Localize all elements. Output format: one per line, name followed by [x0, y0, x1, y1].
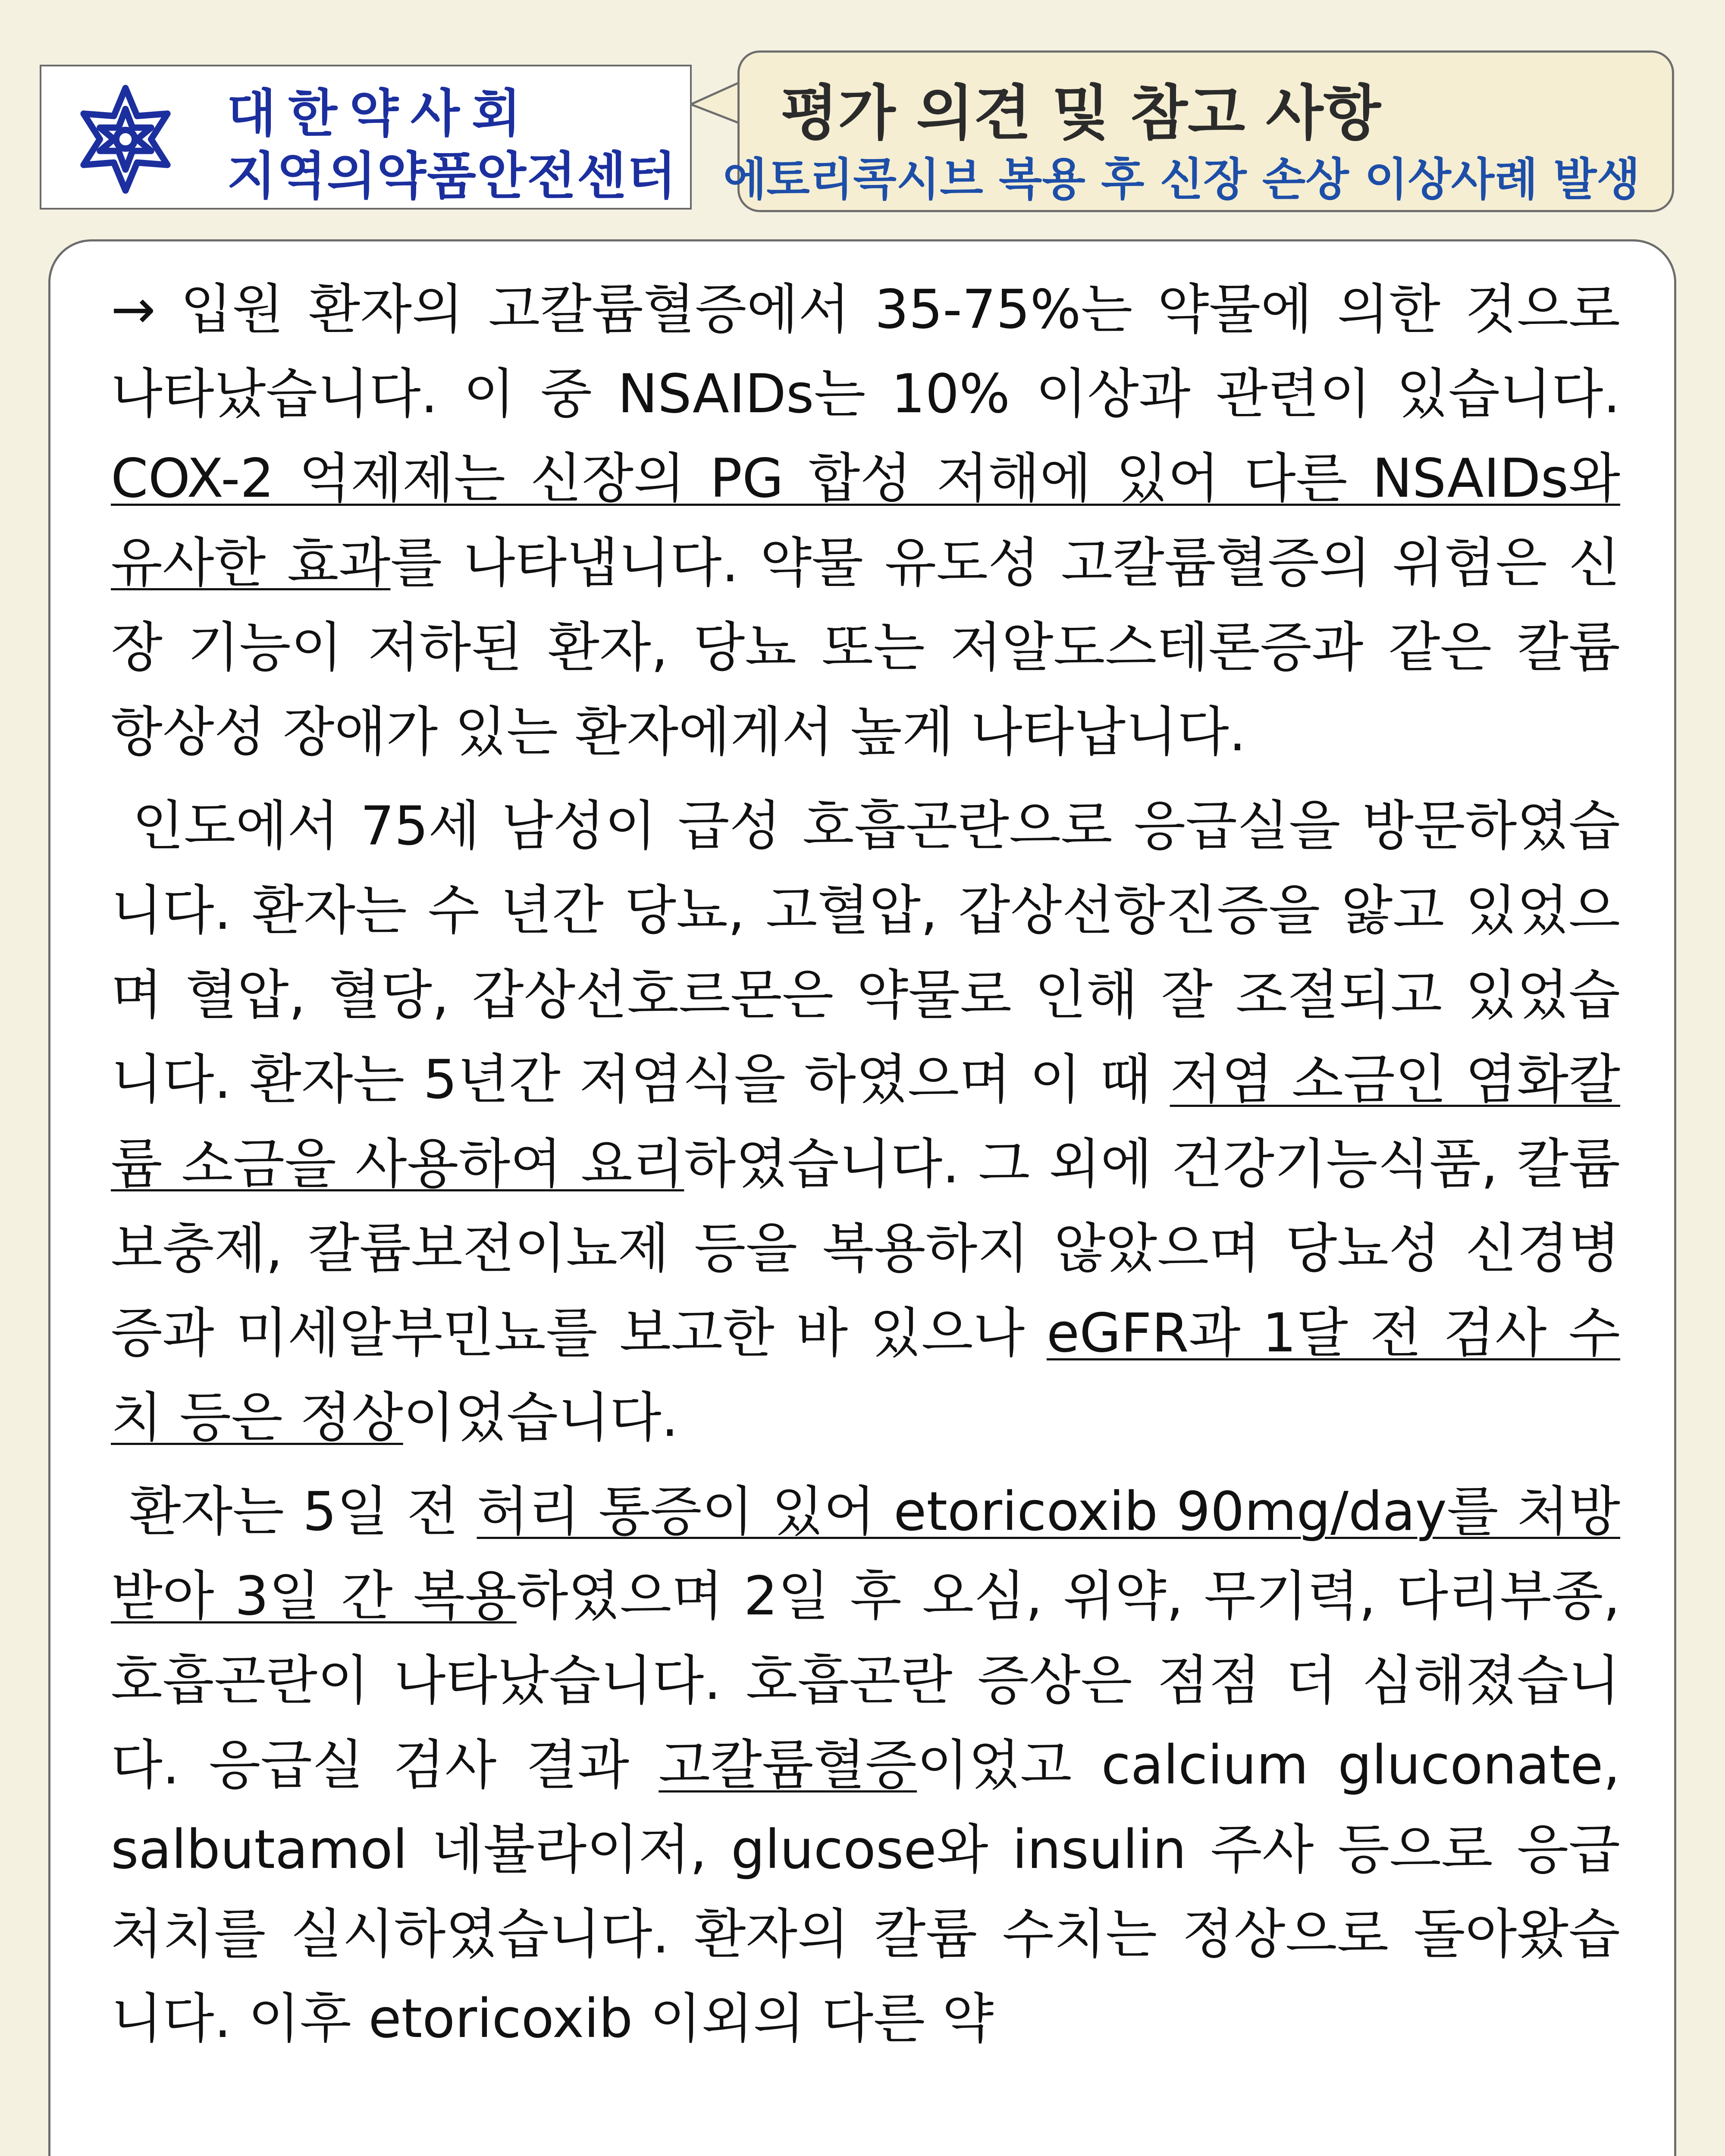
- text-segment: 하였습니다. 그 외에 건강기능식품, 칼륨 보충제, 칼륨보전이뇨제 등을 복용하지 않았으며 당뇨성 신경병증과 미세알부민뇨를 보고한 바 있으나: [111, 1133, 1621, 1364]
- logo-box: [40, 65, 692, 210]
- bubble-tail: [690, 77, 744, 128]
- text-segment: 이었습니다.: [403, 1387, 679, 1449]
- page-subtitle: 에토리콕시브 복용 후 신장 손상 이상사례 발생: [723, 153, 1640, 206]
- text-segment: 를 나타냅니다. 약물 유도성 고칼륨혈증의 위험은 신장 기능이 저하된 환자, 당뇨 또는 저알도스테론증과 같은 칼륨 항상성 장애가 있는 환자에게서 높게 나타납니다.: [111, 532, 1620, 763]
- underlined-text: COX-2 억제제는 신장의 PG 합성 저해에 있어 다른 NSAIDs와 유사한 효과: [111, 448, 1620, 594]
- text-segment: 이었고 calcium gluconate, salbutamol 네뷸라이저, glucose와 insulin 주사 등으로 응급 처치를 실시하였습니다. 환자의 칼륨 수치는 정상으로 돌아왔습니다. 이후 etoricoxib 이외의 다른 약: [111, 1734, 1620, 2050]
- content-body: [111, 267, 1620, 2061]
- text-segment: → 입원 환자의 고칼륨혈증에서 35-75%는 약물에 의한 것으로 나타났습니다. 이 중 NSAIDs는 10% 이상과 관련이 있습니다.: [111, 279, 1620, 425]
- text-segment: 하였으며 2일 후 오심, 위약, 무기력, 다리부종, 호흡곤란이 나타났습니다. 호흡곤란 증상은 점점 더 심해졌습니다. 응급실 검사 결과: [111, 1565, 1620, 1796]
- page-title: 평가 의견 및 참고 사항: [781, 78, 1381, 148]
- underlined-text: 고칼륨혈증: [659, 1734, 917, 1796]
- underlined-text: eGFR과 1달 전 검사 수치 등은 정상: [111, 1302, 1620, 1449]
- paragraph-2: [111, 784, 1620, 1460]
- underlined-text: 허리 통증이 있어 etoricoxib 90mg/day를 처방받아 3일 간 복용: [111, 1481, 1621, 1627]
- paragraph-1: [111, 267, 1620, 774]
- pharmacy-association-logo-icon: [67, 81, 184, 197]
- paragraph-3: [111, 1470, 1620, 2061]
- content-panel: [48, 239, 1676, 2156]
- logo-title: 대한약사회: [227, 84, 533, 143]
- logo-text: [227, 85, 677, 206]
- underlined-text: 저염 소금인 염화칼륨 소금을 사용하여 요리: [111, 1049, 1620, 1195]
- title-bubble: [723, 50, 1674, 212]
- text-segment: 환자는 5일 전: [129, 1481, 477, 1543]
- logo-subtitle: 지역의약품안전센터: [227, 146, 677, 206]
- text-segment: 인도에서 75세 남성이 급성 호흡곤란으로 응급실을 방문하였습니다. 환자는 수 년간 당뇨, 고혈압, 갑상선항진증을 앓고 있었으며 혈압, 혈당, 갑상선호르몬은 약물로 인해 잘 조절되고 있었습니다. 환자는 5년간 저염식을 하였으며 이 때: [111, 795, 1621, 1111]
